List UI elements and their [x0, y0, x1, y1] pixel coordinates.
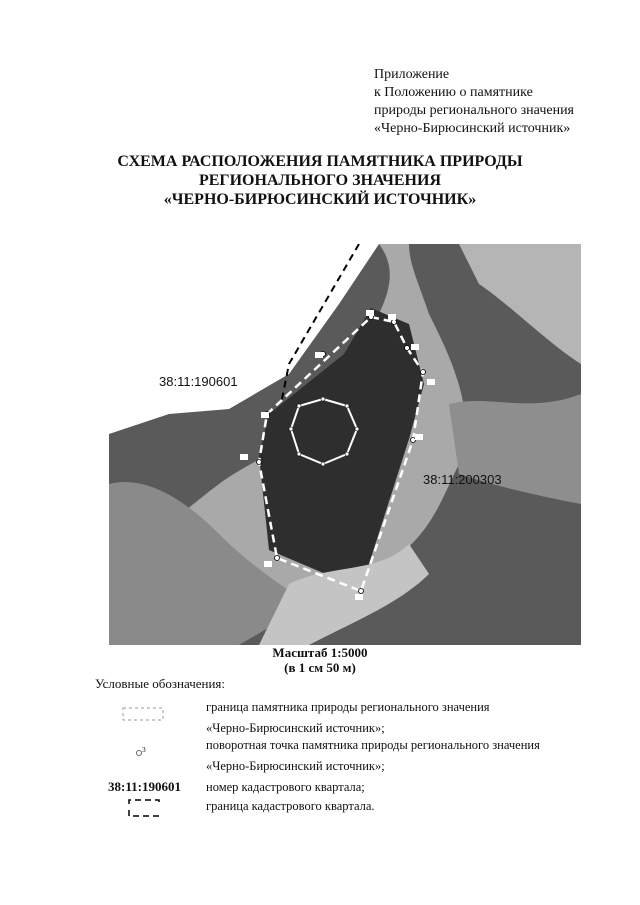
- title-line: СХЕМА РАСПОЛОЖЕНИЯ ПАМЯТНИКА ПРИРОДЫ: [117, 153, 523, 170]
- map-graphic: [109, 244, 581, 645]
- title-line: «ЧЕРНО-БИРЮСИНСКИЙ ИСТОЧНИК»: [163, 191, 477, 208]
- cadastral-number-right: 38:11:200303: [423, 472, 502, 487]
- scale-line: (в 1 см 50 м): [284, 660, 356, 675]
- appendix-line: к Положению о памятнике: [374, 85, 533, 100]
- appendix-line: Приложение: [374, 67, 450, 82]
- cadastral-code-sample: 38:11:190601: [108, 779, 181, 794]
- appendix-header: [374, 66, 574, 138]
- legend-text: «Черно-Бирюсинский источник»;: [206, 759, 385, 773]
- satellite-map: [109, 244, 581, 645]
- legend-text: граница памятника природы регионального значения: [206, 700, 490, 714]
- legend-heading: Условные обозначения:: [95, 676, 226, 691]
- appendix-line: «Черно-Бирюсинский источник»: [374, 121, 571, 136]
- title-line: РЕГИОНАЛЬНОГО ЗНАЧЕНИЯ: [198, 172, 441, 189]
- scale-line: Масштаб 1:5000: [272, 645, 368, 660]
- cadastral-number-left: 38:11:190601: [159, 374, 238, 389]
- cadastral-boundary-symbol: [127, 798, 161, 818]
- monument-boundary-symbol: [122, 707, 164, 721]
- turning-point-number: 3: [142, 745, 146, 754]
- legend-text: поворотная точка памятника природы регионального значения: [206, 738, 540, 752]
- legend-text: номер кадастрового квартала;: [206, 780, 365, 794]
- document-title: [0, 152, 640, 209]
- legend-text: граница кадастрового квартала.: [206, 799, 375, 813]
- appendix-line: природы регионального значения: [374, 103, 574, 118]
- map-scale: [0, 645, 640, 675]
- turning-point-symbol: [136, 745, 146, 758]
- legend-text: «Черно-Бирюсинский источник»;: [206, 721, 385, 735]
